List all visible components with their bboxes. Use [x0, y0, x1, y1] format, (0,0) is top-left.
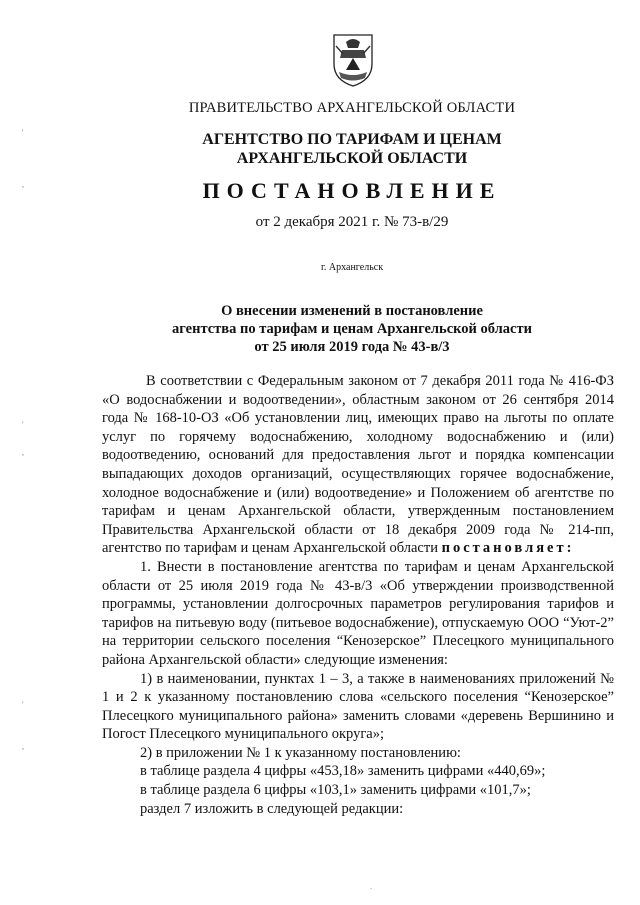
- clause-1-item-2-line-a: в таблице раздела 4 цифры «453,18» заменить цифрами «440,69»;: [140, 763, 546, 780]
- clause-1-item-2-line-c: раздел 7 изложить в следующей редакции:: [140, 800, 404, 817]
- scan-mark: ': [22, 128, 24, 137]
- subject-line-1: О внесении изменений в постановление: [221, 303, 483, 319]
- resolves-word: постановляет:: [441, 540, 575, 557]
- clause-1-paragraph: 1. Внести в постановление агентства по тарифам и ценам Архангельской области от 25 июля 2019 года № 43-в/3 «Об утверждении производственной программы, установлении долгосрочных параметров регулирования тарифов и тарифов на питьевую воду (питьевое водоснабжение), отпускаемую ООО “Уют-2” на территории сельского поселения “Кенозерское” Плесецкого муниципального района Архангельской области» следующие изменения:: [102, 558, 614, 668]
- scan-mark: ,: [22, 180, 24, 189]
- scan-mark: ': [22, 420, 24, 429]
- coat-of-arms-icon: [330, 32, 376, 88]
- preamble-text: В соответствии с Федеральным законом от 7 декабря 2011 года № 416-ФЗ «О водоснабжении и водоотведении», областным законом от 26 сентября 2014 года № 168-10-ОЗ «Об установлении лиц, имеющих право на льготы по оплате услуг по горячему водоснабжению, холодному водоснабжению и (или) водоотведению, оснований для предоставления льгот и порядка компенсации выпадающих доходов организаций, осуществляющих горячее водоснабжение, холодное водоснабжение и (или) водоотведение» и Положением об агентстве по тарифам и ценам Архангельской области, утвержденным постановлением Правительства Архангельской области от 18 декабря 2009 года № 214-пп, агентство по тарифам и ценам Архангельской области: [102, 373, 614, 557]
- scan-mark: .: [370, 882, 372, 891]
- clause-1-item-2: 2) в приложении № 1 к указанному постановлению:: [140, 744, 461, 761]
- date-and-number: от 2 декабря 2021 г. № 73-в/29: [255, 214, 449, 230]
- city-name: г. Архангельск: [320, 262, 384, 273]
- document-subject: [0, 302, 640, 356]
- document-body: [102, 372, 614, 818]
- government-name: ПРАВИТЕЛЬСТВО АРХАНГЕЛЬСКОЙ ОБЛАСТИ: [188, 100, 516, 116]
- agency-name: [0, 130, 640, 168]
- clause-1-item-2-line-b: в таблице раздела 6 цифры «103,1» заменить цифрами «101,7»;: [140, 782, 531, 799]
- clause-1-item-1: 1) в наименовании, пунктах 1 – 3, а также в наименованиях приложений № 1 и 2 к указанному постановлению слова «сельского поселения “Кенозерское” Плесецкого муниципального района» заменить словами «деревень Вершинино и Погост Плесецкого муниципального округа»;: [102, 670, 614, 743]
- scan-mark: ,: [22, 742, 24, 751]
- subject-line-2: агентства по тарифам и ценам Архангельской области: [172, 321, 532, 337]
- preamble-paragraph: [102, 372, 614, 558]
- subject-line-3: от 25 июля 2019 года № 43-в/3: [254, 339, 450, 355]
- scan-mark: ': [22, 700, 24, 709]
- agency-name-line-1: АГЕНТСТВО ПО ТАРИФАМ И ЦЕНАМ: [202, 131, 502, 148]
- document-type-title: ПОСТАНОВЛЕНИЕ: [202, 178, 502, 203]
- scan-mark: ,: [22, 448, 24, 457]
- agency-name-line-2: АРХАНГЕЛЬСКОЙ ОБЛАСТИ: [236, 150, 468, 167]
